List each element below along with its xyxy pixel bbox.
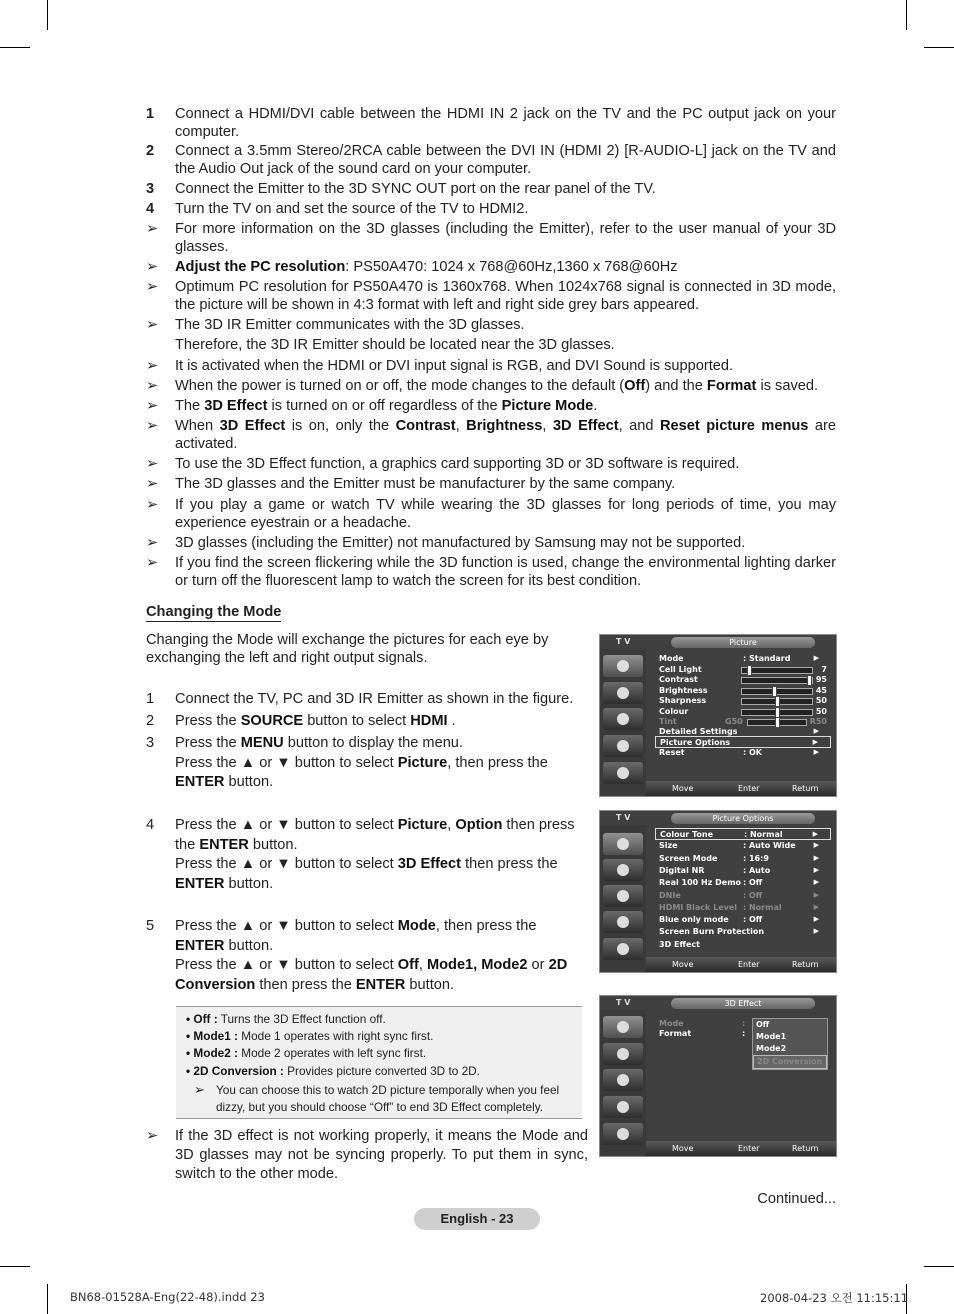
step-4: 4 Press the ▲ or ▼ button to select Picture, Option then press the ENTER button. Press the ▲ or ▼ button to select 3D Effect then press the ENTER button. bbox=[146, 817, 575, 892]
footer-timestamp: 2008-04-23 오전 11:15:11 bbox=[760, 1291, 909, 1305]
continued-label: Continued... bbox=[757, 1191, 836, 1207]
note: ➢ Optimum PC resolution for PS50A470 is 1360x768. When 1024x768 signal is connected in 3D mode, the picture will be shown in 4:3 format with left and right side grey bars appeared. bbox=[146, 279, 836, 313]
osd-dropdown bbox=[752, 1018, 828, 1070]
osd-row-selected: Picture Options ▶ bbox=[655, 736, 831, 748]
numbered-item: 4 Turn the TV on and set the source of the TV to HDMI2. bbox=[146, 201, 529, 217]
osd-row: Mode : bbox=[659, 1019, 746, 1028]
note: ➢ For more information on the 3D glasses (including the Emitter), refer to the user manual of your 3D glasses. bbox=[146, 221, 836, 255]
osd-row: Brightness 45 bbox=[659, 686, 827, 695]
osd-footer: Move Enter Return bbox=[646, 781, 836, 796]
osd-row: Digital NR : Auto ▶ bbox=[659, 866, 819, 875]
channel-icon bbox=[603, 708, 643, 730]
setup-icon bbox=[603, 735, 643, 757]
box-note: ➢ You can choose this to watch 2D picture temporally when you feel dizzy, but you should choose “Off” to end 3D Effect completely. bbox=[194, 1082, 560, 1114]
osd-row: HDMI Black Level : Normal ▶ bbox=[659, 903, 819, 912]
slider bbox=[741, 677, 813, 684]
picture-icon bbox=[603, 1016, 643, 1038]
step-1: 1 Connect the TV, PC and 3D IR Emitter as shown in the figure. bbox=[146, 691, 574, 707]
step-5: 5 Press the ▲ or ▼ button to select Mode, then press the ENTER button. Press the ▲ or ▼ button to select Off, Mode1, Mode2 or 2D Conversion then press the ENTER button. bbox=[146, 918, 568, 993]
osd-row: Colour 50 bbox=[659, 707, 827, 716]
picture-icon bbox=[603, 833, 643, 855]
osd-title: Picture bbox=[671, 637, 815, 648]
osd-row: Format : bbox=[659, 1029, 746, 1038]
osd-row: Mode : Standard ▶ bbox=[659, 654, 819, 663]
osd-row: DNIe : Off ▶ bbox=[659, 891, 819, 900]
dropdown-option: Off bbox=[756, 1020, 770, 1029]
channel-icon bbox=[603, 1069, 643, 1091]
note: ➢ It is activated when the HDMI or DVI input signal is RGB, and DVI Sound is supported. bbox=[146, 358, 734, 374]
setup-icon bbox=[603, 911, 643, 933]
note: ➢ If you play a game or watch TV while wearing the 3D glasses for long periods of time, you may experience eyestrain or a headache. bbox=[146, 497, 836, 531]
crop-mark bbox=[47, 1284, 48, 1314]
last-note: ➢ If the 3D effect is not working properly, it means the Mode and 3D glasses may not be syncing properly. To put them in sync, switch to the other mode. bbox=[146, 1128, 588, 1182]
slider bbox=[747, 719, 807, 726]
crop-mark bbox=[924, 47, 954, 48]
osd-row: Contrast 95 bbox=[659, 675, 827, 684]
osd-picture-options-menu bbox=[599, 810, 837, 973]
step-2: 2 Press the SOURCE button to select HDMI . bbox=[146, 713, 456, 729]
section-heading: Changing the Mode bbox=[146, 604, 282, 620]
osd-picture-menu bbox=[599, 634, 837, 797]
osd-row-selected: Colour Tone : Normal ▶ bbox=[655, 828, 831, 840]
box-line: • 2D Conversion : Provides picture converted 3D to 2D. bbox=[186, 1064, 480, 1078]
channel-icon bbox=[603, 885, 643, 907]
note: ➢ 3D glasses (including the Emitter) not manufactured by Samsung may not be supported. bbox=[146, 535, 746, 551]
step-3: 3 Press the MENU button to display the menu. Press the ▲ or ▼ button to select Picture, then press the ENTER button. bbox=[146, 735, 548, 790]
osd-row: Detailed Settings ▶ bbox=[659, 727, 819, 736]
osd-sidebar bbox=[600, 825, 646, 972]
crop-mark bbox=[0, 1266, 30, 1267]
note: ➢ The 3D glasses and the Emitter must be manufacturer by the same company. bbox=[146, 476, 676, 492]
crop-mark bbox=[906, 0, 907, 30]
osd-row: Screen Burn Protection ▶ bbox=[659, 927, 819, 936]
osd-row: Reset : OK ▶ bbox=[659, 748, 819, 757]
note: ➢ Adjust the PC resolution: PS50A470: 1024 x 768@60Hz,1360 x 768@60Hz bbox=[146, 259, 678, 275]
page-number: English - 23 bbox=[414, 1208, 540, 1230]
input-icon bbox=[603, 762, 643, 784]
dropdown-option-selected: 2D Conversion bbox=[753, 1055, 827, 1069]
intro-paragraph: Changing the Mode will exchange the pictures for each eye by exchanging the left and right output signals. bbox=[146, 632, 549, 666]
crop-mark bbox=[0, 47, 30, 48]
note: ➢ When 3D Effect is on, only the Contrast, Brightness, 3D Effect, and Reset picture menus are activated. bbox=[146, 418, 836, 452]
osd-footer: Move Enter Return bbox=[646, 957, 836, 972]
note: ➢ To use the 3D Effect function, a graphics card supporting 3D or 3D software is required. bbox=[146, 456, 740, 472]
slider bbox=[741, 698, 813, 705]
osd-tv-label: T V bbox=[616, 998, 631, 1007]
osd-row: Blue only mode : Off ▶ bbox=[659, 915, 819, 924]
osd-tv-label: T V bbox=[616, 813, 631, 822]
sound-icon bbox=[603, 1043, 643, 1065]
osd-footer: Move Enter Return bbox=[646, 1141, 836, 1156]
slider bbox=[741, 667, 813, 674]
osd-row: Real 100 Hz Demo : Off ▶ bbox=[659, 878, 819, 887]
osd-row: Cell Light 7 bbox=[659, 665, 827, 674]
crop-mark bbox=[924, 1266, 954, 1267]
dropdown-option: Mode1 bbox=[756, 1032, 787, 1041]
note: ➢ The 3D IR Emitter communicates with the 3D glasses. bbox=[146, 317, 525, 333]
box-line: • Mode2 : Mode 2 operates with left sync first. bbox=[186, 1046, 427, 1060]
osd-row: 3D Effect bbox=[659, 940, 700, 949]
osd-row: Screen Mode : 16:9 ▶ bbox=[659, 854, 819, 863]
note: ➢ If you find the screen flickering while the 3D function is used, change the environmental lighting darker or turn off the fluorescent lamp to watch the screen for its best condition. bbox=[146, 555, 836, 589]
numbered-item: 3 Connect the Emitter to the 3D SYNC OUT port on the rear panel of the TV. bbox=[146, 181, 656, 197]
slider bbox=[741, 688, 813, 695]
picture-icon bbox=[603, 655, 643, 677]
slider bbox=[741, 709, 813, 716]
mode-info-box bbox=[176, 1006, 582, 1119]
numbered-item: 1 Connect a HDMI/DVI cable between the HDMI IN 2 jack on the TV and the PC output jack on your computer. bbox=[146, 106, 836, 140]
osd-title: Picture Options bbox=[671, 813, 815, 824]
crop-mark bbox=[47, 0, 48, 30]
input-icon bbox=[603, 938, 643, 960]
note: ➢ The 3D Effect is turned on or off regardless of the Picture Mode. bbox=[146, 398, 598, 414]
note: ➢ When the power is turned on or off, the mode changes to the default (Off) and the Format is saved. bbox=[146, 378, 819, 394]
box-line: • Off : Turns the 3D Effect function off. bbox=[186, 1012, 386, 1026]
osd-sidebar bbox=[600, 649, 646, 796]
input-icon bbox=[603, 1123, 643, 1145]
osd-row: Size : Auto Wide ▶ bbox=[659, 841, 819, 850]
osd-sidebar bbox=[600, 1010, 646, 1156]
osd-tv-label: T V bbox=[616, 637, 631, 646]
osd-row: Tint G50 R50 bbox=[659, 717, 827, 726]
setup-icon bbox=[603, 1096, 643, 1118]
footer-file-info: BN68-01528A-Eng(22-48).indd 23 bbox=[70, 1290, 265, 1304]
note-continuation: Therefore, the 3D IR Emitter should be located near the 3D glasses. bbox=[175, 337, 615, 353]
sound-icon bbox=[603, 682, 643, 704]
sound-icon bbox=[603, 859, 643, 881]
osd-3d-effect-menu bbox=[599, 995, 837, 1157]
osd-title: 3D Effect bbox=[671, 998, 815, 1009]
box-line: • Mode1 : Mode 1 operates with right sync first. bbox=[186, 1029, 434, 1043]
dropdown-option: Mode2 bbox=[756, 1044, 787, 1053]
osd-row: Sharpness 50 bbox=[659, 696, 827, 705]
numbered-item: 2 Connect a 3.5mm Stereo/2RCA cable between the DVI IN (HDMI 2) [R-AUDIO-L] jack on the TV and the Audio Out jack of the sound card on your computer. bbox=[146, 143, 836, 177]
